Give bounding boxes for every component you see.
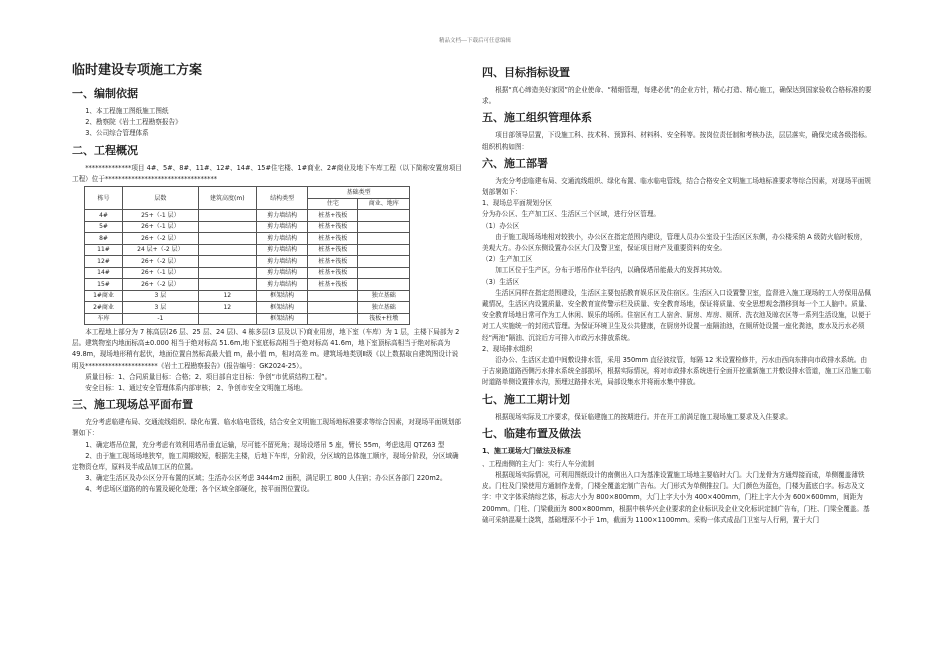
table-cell: 15#: [85, 279, 123, 291]
table-row: [85, 244, 410, 256]
header-cell: 栋号: [85, 187, 123, 210]
table-row: [85, 302, 410, 314]
paragraph: 分为办公区、生产加工区、生活区三个区域，进行分区管理。: [482, 210, 661, 219]
paragraph: 加工区位于生产区，分布于塔吊作业半径内，以确保塔吊能最大的发挥其功效。: [495, 266, 726, 275]
table-cell: -1: [123, 313, 199, 325]
section-heading: 三、施工现场总平面布置: [72, 398, 193, 412]
header-note: 精品文档---下载后可任意编辑: [439, 38, 511, 44]
subheading: 1、施工现场大门做法及标准: [482, 446, 571, 455]
paragraph: 安全目标：1、通过安全管理体系内部审核； 2、争创市安全文明施工场地。: [85, 384, 307, 393]
table-cell: 剪力墙结构: [256, 221, 308, 233]
subheading: （3）生活区: [482, 277, 520, 286]
table-cell: 框架结构: [256, 313, 308, 325]
paragraph: 为充分考虑临建布局、交通流线组织、绿化布置、临水临电管线，结合合格安全文明施工场地标准要求等综合因素，对现场平面规划部署如下：: [482, 176, 872, 197]
header-cell: 住宅: [308, 198, 358, 210]
header-cell: 层数: [123, 187, 199, 210]
doc-title: 临时建设专项施工方案: [72, 63, 203, 78]
paragraph: 沿办公、生活区走道中间敷设排水管，采用 350mm 直径波纹管，每隔 12 米设置检修井，污水由西向东排向市政排水系统。由于古泉路道路西侧污水排水系统全部损坏，根据实际情况，将对市政排水系统进行全面开挖重新施工并敷设排水管道，施工区沿施工临时道路单侧设置排水沟，预埋过路排水光，局部设集水井将雨水集中排放。: [482, 356, 872, 387]
section-heading: 二、工程概况: [72, 143, 138, 157]
table-cell: 剪力墙结构: [256, 210, 308, 222]
table-cell: 26+（-2 层）: [123, 279, 199, 291]
paragraph: 2、现场排水组织: [482, 344, 533, 353]
table-cell: [198, 256, 256, 268]
table-cell: 12: [198, 302, 256, 314]
table-cell: 1#商业: [85, 290, 123, 302]
table-cell: 框架结构: [256, 302, 308, 314]
paragraph: 根据现场实际情况，可利用图纸设计的南侧出入口为基准设置施工场地主要临时大门。大门龙骨为方通焊接而成，单侧覆盖薄铁皮。门柱及门梁使用方通制作龙骨，门楼全覆盖定制广告布。大门形式为单侧推拉门。大门颜色为蓝色，门楼为蓝底白字。标志及文字：中文字体采纳综艺体，标志大小为 800×800mm，大门上字大小为 400×400mm，门柱上字大小为 600×600mm，间距为 200mm。门柱、门梁截面为 800×800mm，根据中核华兴企业要求的企业标识及企业文化标识定制广告布，门柱、门梁全覆盖。基础可采纳混凝土浇筑，基础埋深不小于 1m，截面为 1100×1100mm。采购一体式成品门卫室与人行闸，置于大门: [482, 471, 870, 524]
table-header-row: [85, 187, 410, 199]
table-cell: 26+（-1 层）: [123, 267, 199, 279]
list-item: 2、勘察院《岩土工程勘察报告》: [85, 118, 182, 127]
table-cell: 26+（-2 层）: [123, 256, 199, 268]
table-cell: 14#: [85, 267, 123, 279]
paragraph: 生活区同样在指定范围建设，生活区主要包括教育娱乐区及住宿区。生活区入口设置警卫室，监督进入施工现场的工人劳保用品佩戴情况，生活区内设置质量、安全教育宣传警示栏及质量、安全教育场地，保证将质量、安全思想观念潜移到每一个工人脑中。质量、安全教育场地日常可作为工人休闲、娱乐的场所。住宿区有工人宿舍、厨房、库房、厕所、洗衣池及晾衣区等一系列生活设施，以便于对工人实施统一的封闭式管理。为保证环境卫生及公共健康，在厨房外设置一座隔油池，在厕所处设置一座化粪池，废水及污水必须经“两池”隔油、沉淀后方可排入市政污水排放系统。: [482, 288, 872, 342]
table-row: [85, 256, 410, 268]
paragraph: 根据“真心缔造美好家园”的企业使命、“精细管理，每建必优”的企业方针，精心打造、精心施工，确保达到国家验收合格标准的要求。: [482, 86, 872, 106]
table-cell: 桩基+筏板: [308, 279, 358, 291]
subheading: （2）生产加工区: [482, 255, 533, 264]
table-cell: 桩基+筏板: [308, 221, 358, 233]
table-cell: 26+（-1 层）: [123, 221, 199, 233]
paragraph: 1、现场总平面规划分区: [482, 199, 553, 208]
list-item: 2、由于施工现场场地狭窄，施工周期较短，根据先主楼，后地下车库，分阶段，分区域的总体施工顺序，现场分阶段，分区域确定物资仓库，原料及半成品加工区的位置。: [72, 451, 459, 472]
table-cell: 框架结构: [256, 290, 308, 302]
table-cell: 剪力墙结构: [256, 233, 308, 245]
table-cell: [308, 302, 358, 314]
paragraph: 充分考虑临建布局、交通流线组织、绿化布置、临水临电管线，结合安全文明施工现场地标准要求等综合因素，对现场平面规划部署如下：: [72, 418, 462, 438]
table-cell: [198, 233, 256, 245]
table-cell: 11#: [85, 244, 123, 256]
table-cell: 筏板+柱墩: [358, 313, 410, 325]
table-row: [85, 267, 410, 279]
table-cell: 12: [198, 290, 256, 302]
table-row: [85, 290, 410, 302]
section-heading: 五、施工组织管理体系: [482, 111, 592, 125]
table-row: [85, 279, 410, 291]
table-cell: [198, 244, 256, 256]
subheading: （1）办公区: [482, 221, 520, 230]
table-cell: [198, 221, 256, 233]
header-cell: 结构类型: [256, 187, 308, 210]
table-cell: 桩基+筏板: [308, 267, 358, 279]
table-cell: [358, 244, 410, 256]
table-cell: 剪力墙结构: [256, 244, 308, 256]
list-item: 1、本工程施工图纸施工图纸: [85, 107, 169, 115]
paragraph: 本工程地上部分为 7 栋高层(26 层、25 层、24 层)、4 栋多层(3 层及以下)商业用房，地下室（车库）为 1 层，主楼下局部为 2 层。建筑物室内地面标高±0.000 相当于绝对标高 51.6m,地下室底标高相当于绝对标高 41.6m，地下室顶标高相当于绝对标高为 49.8m，现场地形稍有起伏，地面位置自然标高最大值 m，最小值 m，相对高差 m。建筑场地类别Ⅱ级《以上数据取自建筑图设计说明及**********************《岩土工程勘察报告》(报告编号：GK2024-25）。: [72, 328, 460, 370]
table-cell: 桩基+筏板: [308, 233, 358, 245]
table-cell: 独立基础: [358, 290, 410, 302]
table-cell: 12#: [85, 256, 123, 268]
table-row: [85, 210, 410, 222]
header-cell: 基础类型: [308, 187, 410, 199]
table-cell: 25+（-1 层）: [123, 210, 199, 222]
table-cell: 4#: [85, 210, 123, 222]
list-item: 3、公司综合管理体系: [85, 129, 149, 138]
table-cell: 剪力墙结构: [256, 256, 308, 268]
table-cell: [198, 210, 256, 222]
paragraph: 、工程南侧的主大门：实行人车分流制: [482, 459, 595, 468]
paragraph: **************项目 4#、5#、8#、11#、12#、14#、15#住宅楼、1#商业、2#商业及地下车库工程（以下简称安置房项目工程）位于**********************************: [72, 163, 462, 183]
table-cell: [358, 210, 410, 222]
paragraph: 由于施工现场场地相对较狭小，办公区在指定范围内建设，管理人员办公室设于生活区区东侧，办公楼采纳 A 级防火临时板房，美观大方。办公区东侧设置办公区大门及警卫室，保证项目财产及重要资料的安全。: [482, 232, 867, 253]
table-cell: [358, 233, 410, 245]
section-heading: 七、施工工期计划: [482, 392, 570, 406]
table-cell: [358, 279, 410, 291]
table-cell: [198, 267, 256, 279]
table-cell: [198, 279, 256, 291]
table-row: [85, 233, 410, 245]
table-row: [85, 313, 410, 325]
table-cell: 26+（-2 层）: [123, 233, 199, 245]
table-cell: [198, 313, 256, 325]
paragraph: 项目部领导层置，下设施工科、技术科、预算科、材料科、安全科等。按岗位责任制和考核办法，层层落实，确保完成各级指标。组织机构如图：: [482, 131, 872, 151]
table-cell: 独立基础: [358, 302, 410, 314]
table-cell: [358, 221, 410, 233]
right-column: [482, 62, 872, 666]
table-cell: 桩基+筏板: [308, 244, 358, 256]
table-row: [85, 221, 410, 233]
section-heading: 六、施工部署: [482, 156, 548, 170]
list-item: 1、确定塔吊位置，充分考虑有效利用塔吊垂直运输，尽可能不留死角；现场设塔吊 5 座，臂长 55m，考虑选用 QTZ63 型: [85, 440, 445, 449]
table-cell: 3 层: [123, 302, 199, 314]
table-cell: 3 层: [123, 290, 199, 302]
table-cell: 5#: [85, 221, 123, 233]
section-heading: 四、目标指标设置: [482, 66, 570, 79]
table-cell: 剪力墙结构: [256, 279, 308, 291]
table-cell: [358, 267, 410, 279]
section-heading: 一、编制依据: [72, 87, 138, 100]
table-cell: 8#: [85, 233, 123, 245]
paragraph: 根据现场实际及工序要求，保证临建施工的按期进行。并在开工前满足施工现场施工要求及入住要求。: [495, 412, 792, 421]
building-table: [84, 186, 410, 325]
table-cell: 24 层+（-2 层）: [123, 244, 199, 256]
table-cell: 剪力墙结构: [256, 267, 308, 279]
table-cell: 桩基+筏板: [308, 210, 358, 222]
header-cell: 建筑高度(m): [198, 187, 256, 210]
table-cell: [308, 290, 358, 302]
list-item: 3、确定生活区及办公区分开布置的区域；生活办公区考虑 3444m2 面积，满足职工 800 人住宿；办公区各部门 220m2。: [85, 474, 447, 483]
list-item: 4、考虑场区道路的的布置及硬化处理；各个区域全部硬化，按平面图位置设。: [85, 485, 314, 494]
table-cell: 桩基+筏板: [308, 256, 358, 268]
section-heading: 七、临建布置及做法: [482, 426, 581, 440]
left-column: [72, 62, 462, 666]
header-cell: 商业、地库: [358, 198, 410, 210]
table-cell: [358, 256, 410, 268]
table-cell: [308, 313, 358, 325]
paragraph: 质量目标：1、合同质量目标：合格；2、项目部自定目标：争创“市优质结构工程”。: [85, 372, 332, 381]
table-cell: 车库: [85, 313, 123, 325]
table-cell: 2#商业: [85, 302, 123, 314]
